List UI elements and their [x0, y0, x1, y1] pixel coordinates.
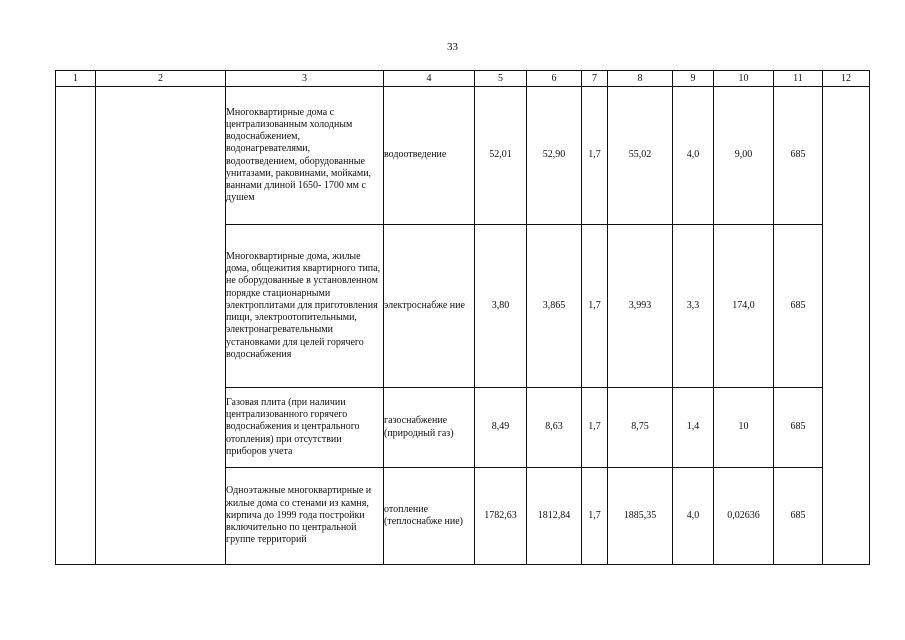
value-cell: 1782,63: [475, 468, 527, 565]
column-header: 3: [226, 71, 384, 87]
column-header: 7: [582, 71, 608, 87]
value-cell: 8,75: [608, 388, 673, 468]
value-cell: 3,865: [527, 225, 582, 388]
tariff-table: [55, 70, 870, 565]
value-cell: 685: [774, 388, 823, 468]
value-cell: 685: [774, 87, 823, 225]
column-header: 5: [475, 71, 527, 87]
column-header: 12: [823, 71, 870, 87]
utility-service-cell: электроснабже ние: [384, 225, 475, 388]
value-cell: 685: [774, 468, 823, 565]
value-cell: 3,80: [475, 225, 527, 388]
value-cell: 1,7: [582, 87, 608, 225]
value-cell: 0,02636: [714, 468, 774, 565]
value-cell: 1,7: [582, 225, 608, 388]
column-header: 11: [774, 71, 823, 87]
value-cell: 3,993: [608, 225, 673, 388]
empty-cell: [56, 87, 96, 565]
value-cell: 8,63: [527, 388, 582, 468]
utility-service-cell: отопление (теплоснабже ние): [384, 468, 475, 565]
value-cell: 10: [714, 388, 774, 468]
value-cell: 1885,35: [608, 468, 673, 565]
value-cell: 4,0: [673, 468, 714, 565]
utility-service-cell: газоснабжение (природный газ): [384, 388, 475, 468]
utility-service-cell: водоотведение: [384, 87, 475, 225]
page-number: 33: [447, 41, 458, 53]
column-header: 10: [714, 71, 774, 87]
value-cell: 9,00: [714, 87, 774, 225]
value-cell: 1,7: [582, 388, 608, 468]
category-description-cell: Многоквартирные дома, жилые дома, общежития квартирного типа, не оборудованные в установленном порядке стационарными электроплитами для приготовления пищи, электроотопительными, электронагревательными установками для целей горячего водоснабжения: [226, 225, 384, 388]
value-cell: 8,49: [475, 388, 527, 468]
value-cell: 1812,84: [527, 468, 582, 565]
table-row: [56, 87, 870, 225]
value-cell: 1,4: [673, 388, 714, 468]
empty-cell: [96, 87, 226, 565]
value-cell: 4,0: [673, 87, 714, 225]
value-cell: 174,0: [714, 225, 774, 388]
value-cell: 52,01: [475, 87, 527, 225]
value-cell: 55,02: [608, 87, 673, 225]
category-description-cell: Газовая плита (при наличии централизованного горячего водоснабжения и центрального отопления) при отсутствии приборов учета: [226, 388, 384, 468]
column-header: 9: [673, 71, 714, 87]
column-header: 6: [527, 71, 582, 87]
column-header: 2: [96, 71, 226, 87]
column-header: 8: [608, 71, 673, 87]
column-number-row: [56, 71, 870, 87]
value-cell: 1,7: [582, 468, 608, 565]
value-cell: 52,90: [527, 87, 582, 225]
category-description-cell: Многоквартирные дома с централизованным холодным водоснабжением, водонагревателями, водоотведением, оборудованные унитазами, раковинами, мойками, ваннами длиной 1650- 1700 мм с душем: [226, 87, 384, 225]
empty-cell: [823, 87, 870, 565]
value-cell: 3,3: [673, 225, 714, 388]
value-cell: 685: [774, 225, 823, 388]
column-header: 1: [56, 71, 96, 87]
category-description-cell: Одноэтажные многоквартирные и жилые дома со стенами из камня, кирпича до 1999 года постройки включительно по центральной группе территорий: [226, 468, 384, 565]
column-header: 4: [384, 71, 475, 87]
